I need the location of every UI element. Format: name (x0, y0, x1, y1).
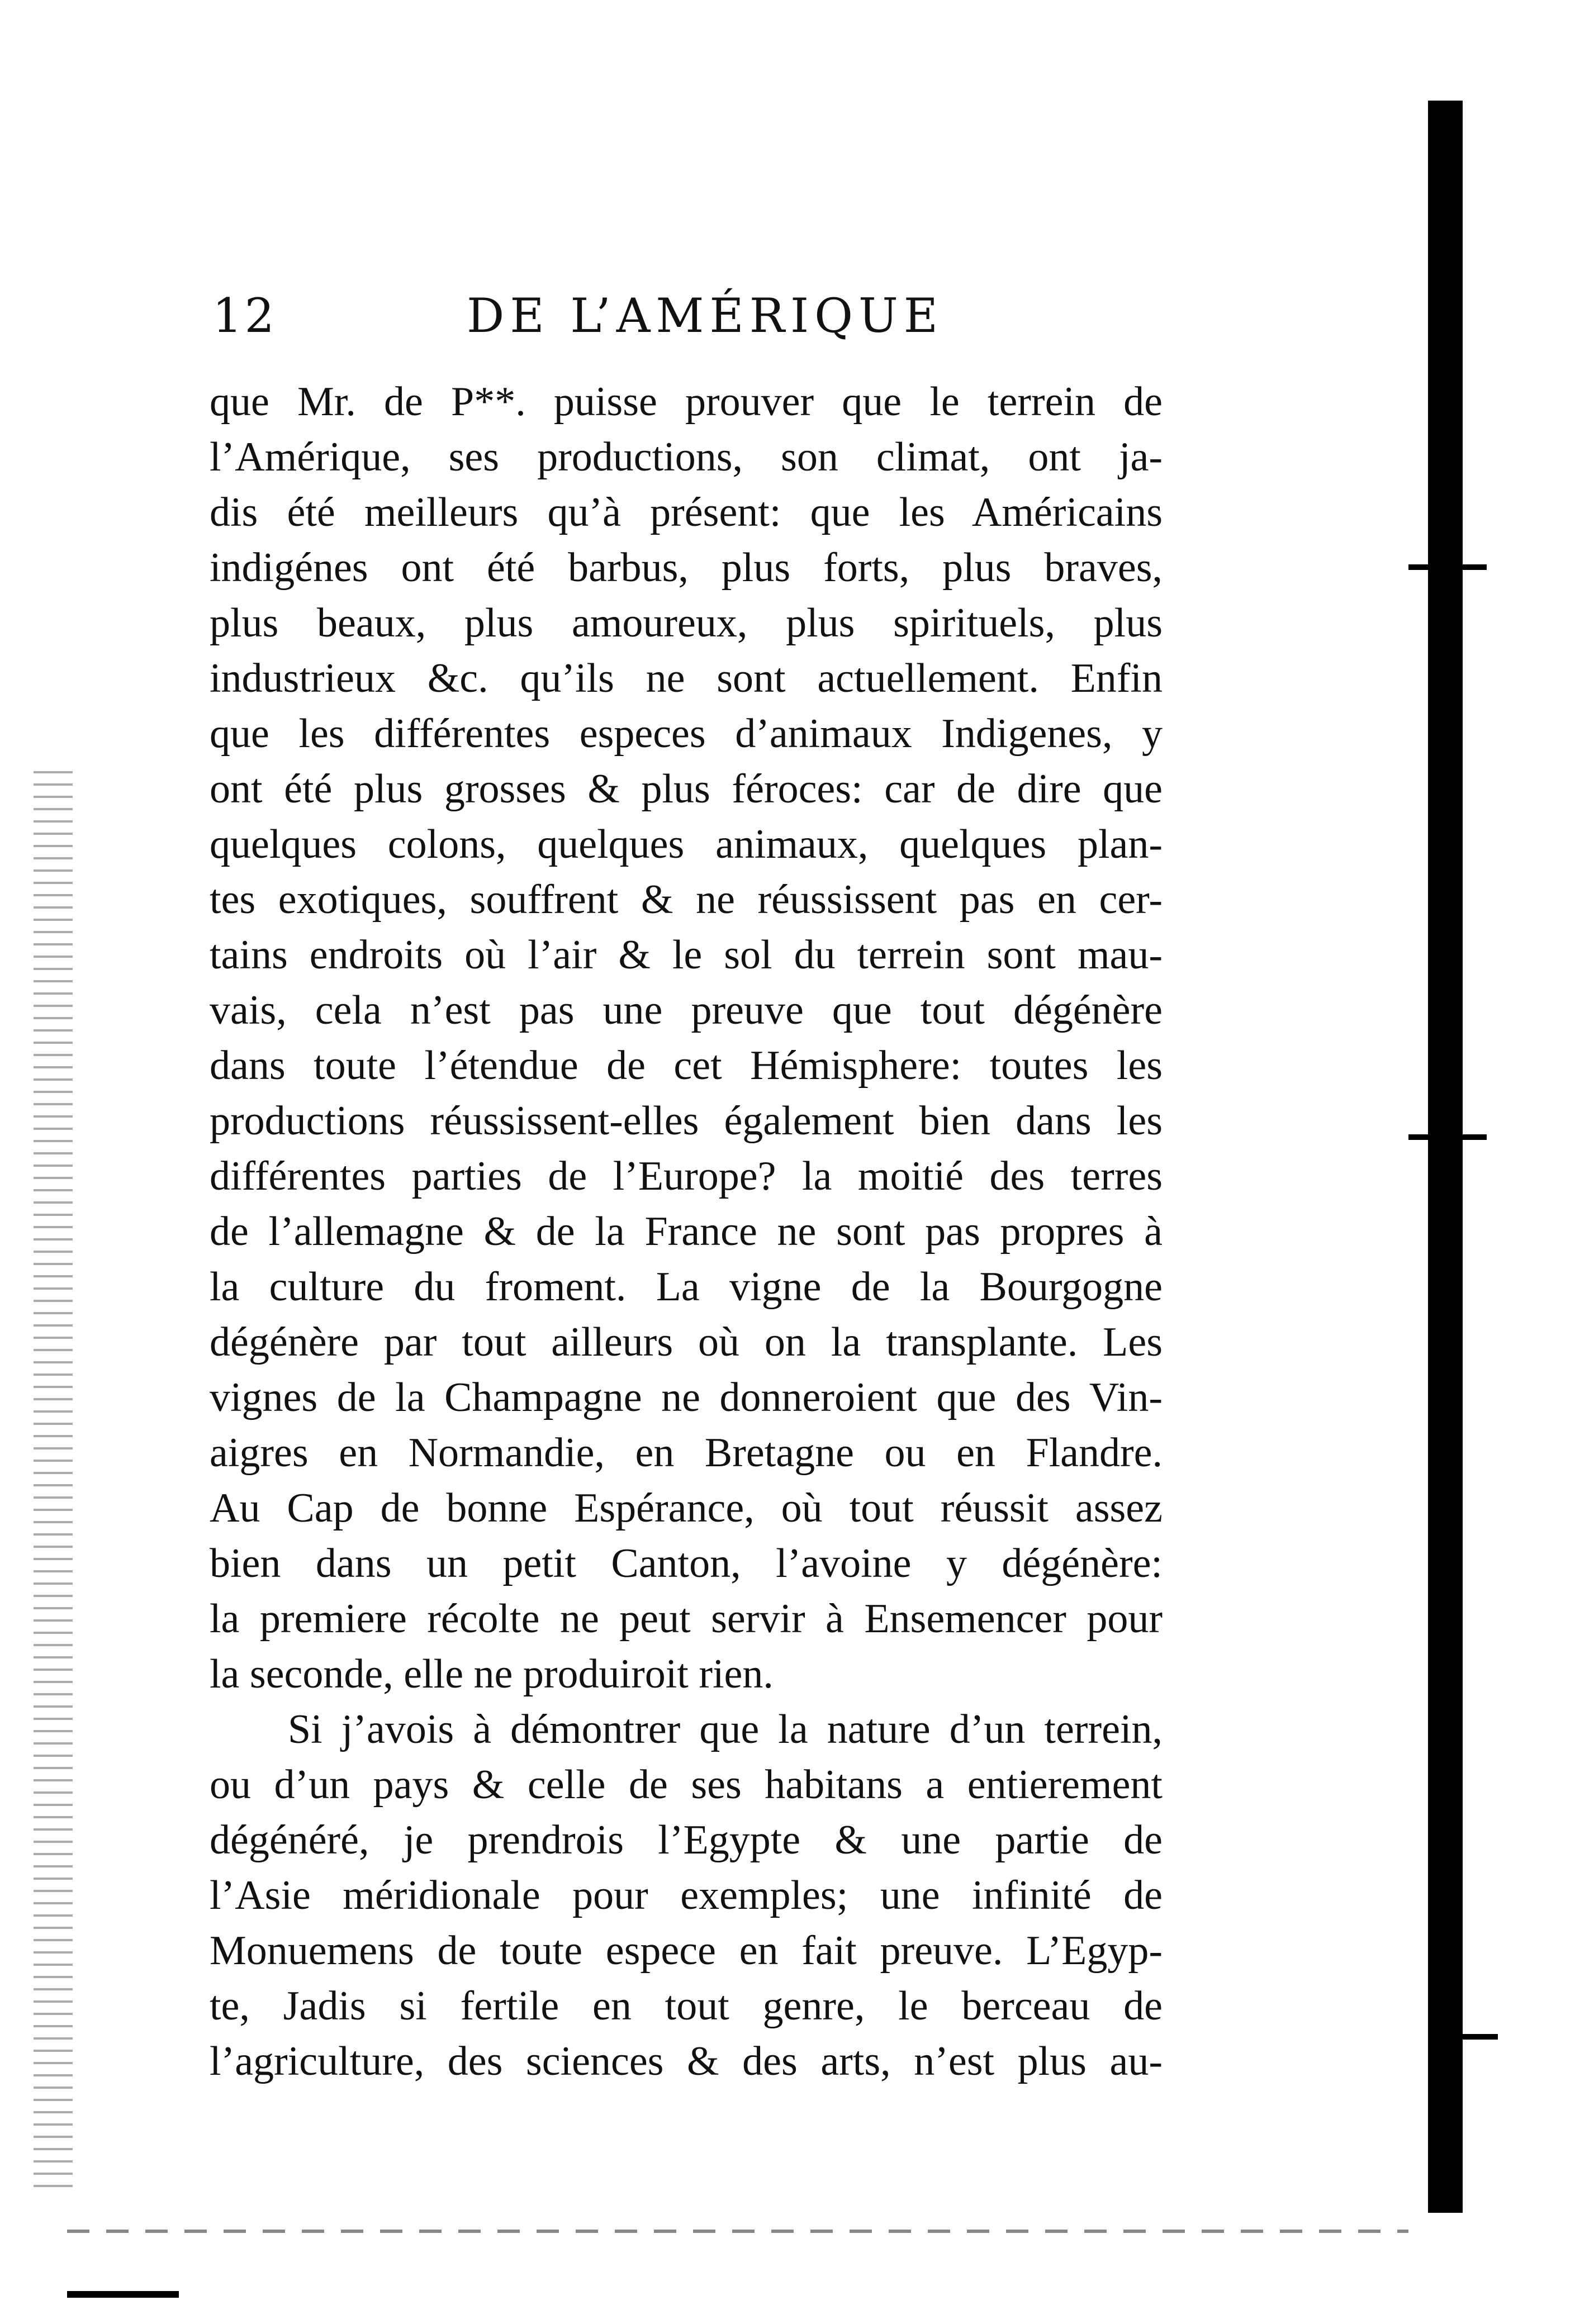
text-line: productions réussissent-elles également bien dans les (210, 1098, 1163, 1144)
text-line: quelques colons, quelques animaux, quelques plan- (210, 821, 1163, 867)
text-line: dégénéré, je prendrois l’Egypte & une partie de (210, 1817, 1163, 1863)
page-number: 12 (212, 288, 277, 343)
scan-binding-mark (1436, 2034, 1498, 2040)
text-line: ont été plus grosses & plus féroces: car de dire que (210, 766, 1163, 812)
text-line: l’Asie méridionale pour exemples; une infinité de (210, 1872, 1163, 1918)
text-line: que les différentes especes d’animaux Indigenes, y (210, 711, 1163, 757)
scan-artifact-left-margin (34, 771, 73, 2196)
text-line: tains endroits où l’air & le sol du terrein sont mau- (210, 932, 1163, 978)
text-line: tes exotiques, souffrent & ne réussissent pas en cer- (210, 877, 1163, 923)
text-line: dégénère par tout ailleurs où on la transplante. Les (210, 1319, 1163, 1365)
text-line: la premiere récolte ne peut servir à Ensemencer pour (210, 1596, 1163, 1642)
text-line: différentes parties de l’Europe? la moitié des terres (210, 1153, 1163, 1199)
body-text (210, 374, 1163, 2089)
scan-binding-mark (1408, 1134, 1487, 1140)
text-line: dis été meilleurs qu’à présent: que les Américains (210, 489, 1163, 535)
text-line: l’agriculture, des sciences & des arts, n’est plus au- (210, 2038, 1163, 2084)
text-line: Au Cap de bonne Espérance, où tout réussit assez (210, 1485, 1163, 1531)
text-line: Monuemens de toute espece en fait preuve. L’Egyp- (210, 1928, 1163, 1974)
text-line-paragraph-start: Si j’avois à démontrer que la nature d’un terrein, (288, 1707, 1163, 1752)
running-head: DE L’AMÉRIQUE (467, 288, 944, 343)
scan-artifact-bottom-bar (67, 2291, 179, 2298)
text-line: industrieux &c. qu’ils ne sont actuellement. Enfin (210, 655, 1163, 701)
text-line: te, Jadis si fertile en tout genre, le berceau de (210, 1983, 1163, 2029)
text-line: vais, cela n’est pas une preuve que tout dégénère (210, 987, 1163, 1033)
text-line: que Mr. de P**. puisse prouver que le terrein de (210, 379, 1163, 425)
text-line: aigres en Normandie, en Bretagne ou en Flandre. (210, 1430, 1163, 1476)
scan-binding-mark (1408, 564, 1487, 570)
scan-binding-edge (1428, 101, 1463, 2213)
text-line: l’Amérique, ses productions, son climat, ont ja- (210, 434, 1163, 480)
text-line-paragraph-end: la seconde, elle ne produiroit rien. (210, 1651, 774, 1697)
text-line: de l’allemagne & de la France ne sont pas propres à (210, 1209, 1163, 1254)
text-line: ou d’un pays & celle de ses habitans a entierement (210, 1762, 1163, 1808)
scan-artifact-bottom-rule (67, 2230, 1408, 2233)
text-line: dans toute l’étendue de cet Hémisphere: toutes les (210, 1043, 1163, 1089)
text-line: indigénes ont été barbus, plus forts, plus braves, (210, 545, 1163, 591)
text-line: plus beaux, plus amoureux, plus spirituels, plus (210, 600, 1163, 646)
text-line: la culture du froment. La vigne de la Bourgogne (210, 1264, 1163, 1310)
text-line: bien dans un petit Canton, l’avoine y dégénère: (210, 1541, 1163, 1586)
page-header (212, 279, 1218, 352)
text-line: vignes de la Champagne ne donneroient que des Vin- (210, 1375, 1163, 1420)
